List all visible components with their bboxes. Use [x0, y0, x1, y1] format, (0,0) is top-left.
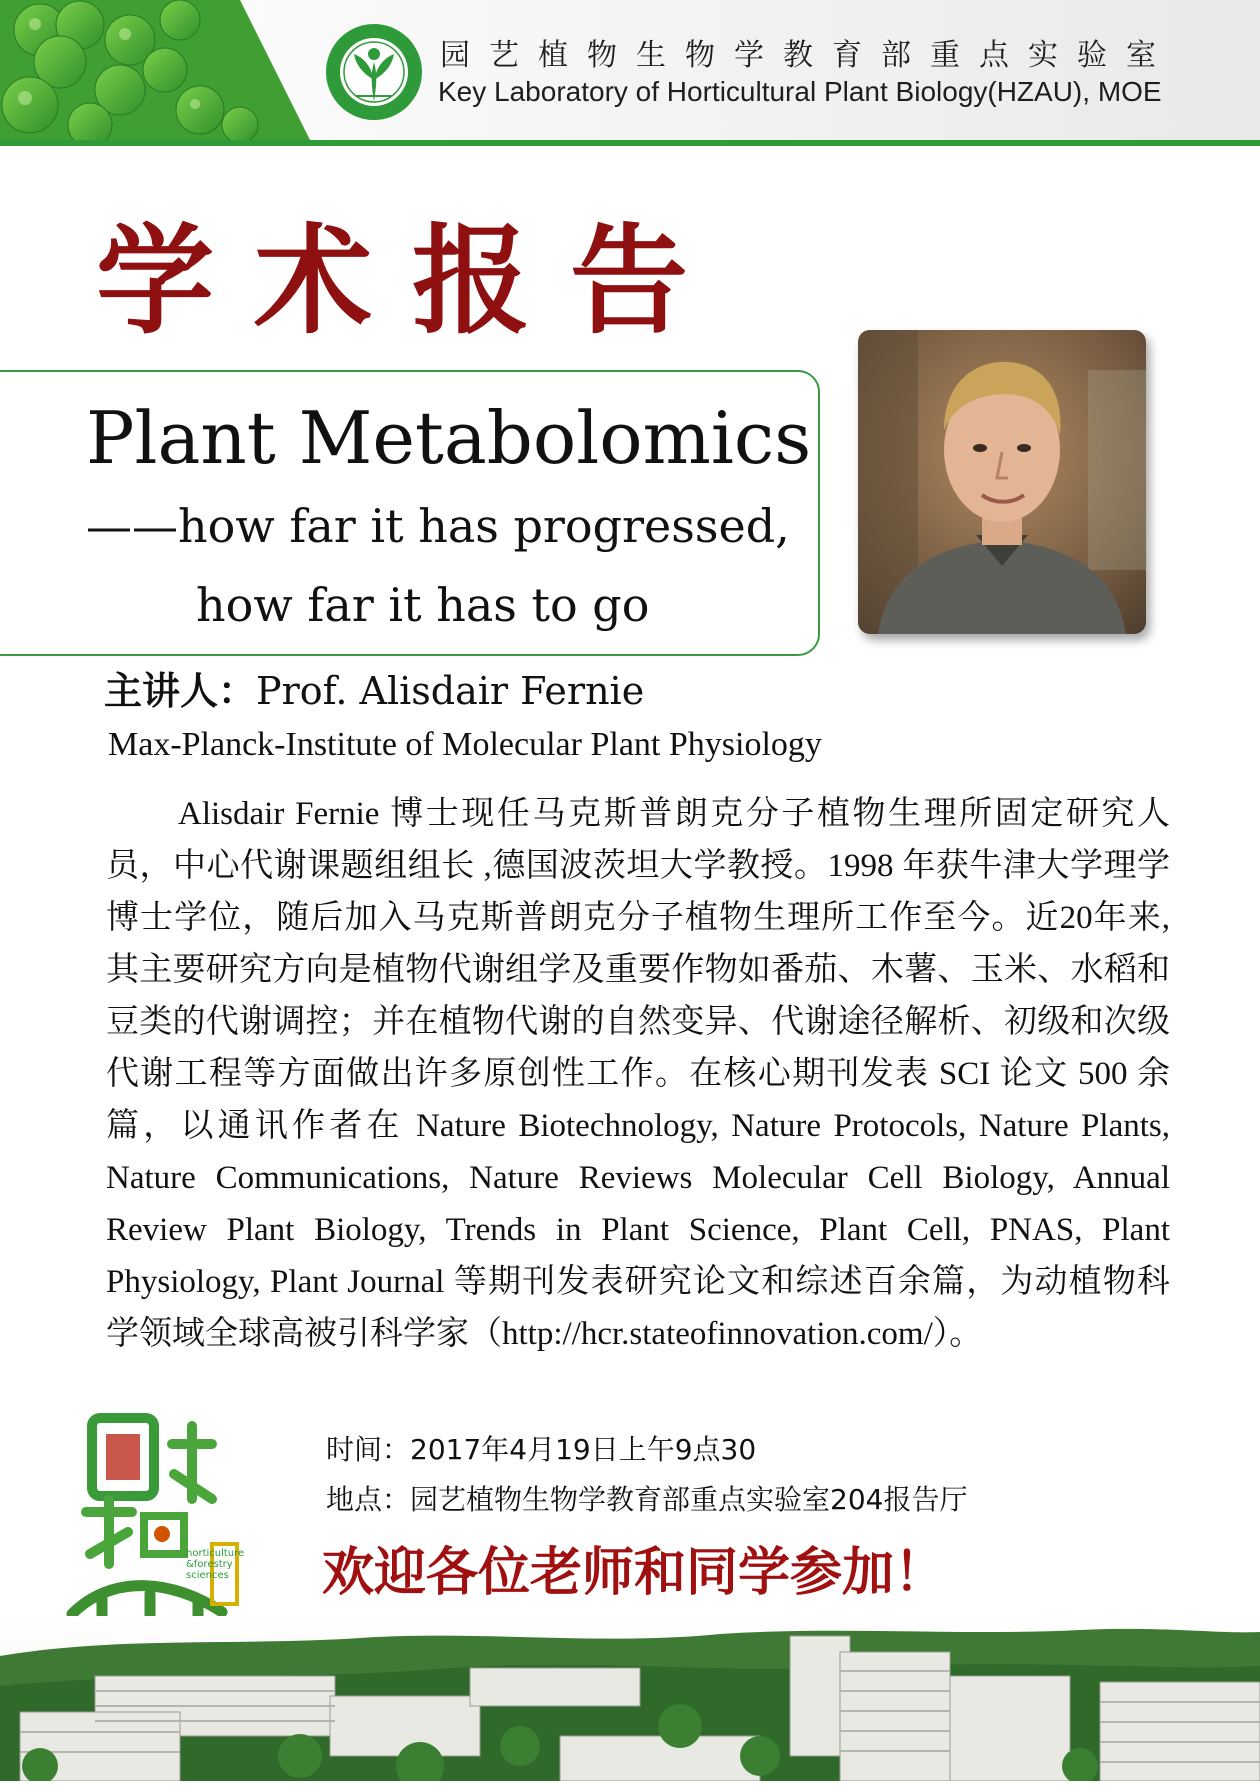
event-time: 时间：2017年4月19日上午9点30: [326, 1433, 757, 1466]
speaker-label: 主讲人：: [104, 669, 257, 713]
college-emblem-icon: [62, 1404, 282, 1644]
lab-name-chinese: 园艺植物生物学教育部重点实验室: [440, 38, 1175, 73]
clover-leaves-image: [0, 0, 310, 140]
talk-subtitle-line2: how far it has to go: [196, 578, 650, 632]
campus-panorama-image: [0, 1616, 1260, 1781]
poster-title: 学术报告: [96, 212, 729, 350]
talk-subtitle-line1: ——how far it has progressed,: [86, 499, 790, 553]
speaker-line: [104, 669, 645, 713]
event-place: 地点：园艺植物生物学教育部重点实验室204报告厅: [326, 1483, 968, 1516]
talk-title: Plant Metabolomics: [86, 396, 812, 480]
welcome-message: 欢迎各位老师和同学参加！: [322, 1543, 947, 1603]
speaker-bio: Alisdair Fernie 博士现任马克斯普朗克分子植物生理所固定研究人员，中心代谢课题组组长 ,德国波茨坦大学教授。1998 年获牛津大学理学博士学位，随后加入马克斯普朗克分子植物生理所工作至今。近20年来,其主要研究方向是植物代谢组学及重要作物如番茄、木薯、玉米、水稻和豆类的代谢调控；并在植物代谢的自然变异、代谢途径解析、初级和次级代谢工程等方面做出许多原创性工作。在核心期刊发表 SCI 论文 500 余篇，以通讯作者在 Nature Biotechnology, Nature Protocols, Nature Plants, Nature Communications, Nature Reviews Molecular Cell Biology, Annual Review Plant Biology, Trends in Plant Science, Plant Cell, PNAS, Plant Physiology, Plant Journal 等期刊发表研究论文和综述百余篇，为动植物科学领域全球高被引科学家（http://hcr.stateofinnovation.com/）。: [106, 796, 1170, 1352]
header-divider: [0, 140, 1260, 146]
college-name-en-1: horticulture: [186, 1548, 245, 1559]
college-name-en-3: sciences: [186, 1570, 229, 1581]
header-banner: [0, 0, 1260, 140]
lab-seal-icon: [324, 22, 424, 122]
lab-name-english: Key Laboratory of Horticultural Plant Biology(HZAU), MOE: [438, 76, 1162, 107]
speaker-name: Prof. Alisdair Fernie: [256, 669, 645, 713]
speaker-affiliation: Max-Planck-Institute of Molecular Plant Physiology: [108, 726, 822, 763]
speaker-photo: [858, 330, 1146, 634]
college-name-en-2: &forestry: [186, 1559, 233, 1570]
